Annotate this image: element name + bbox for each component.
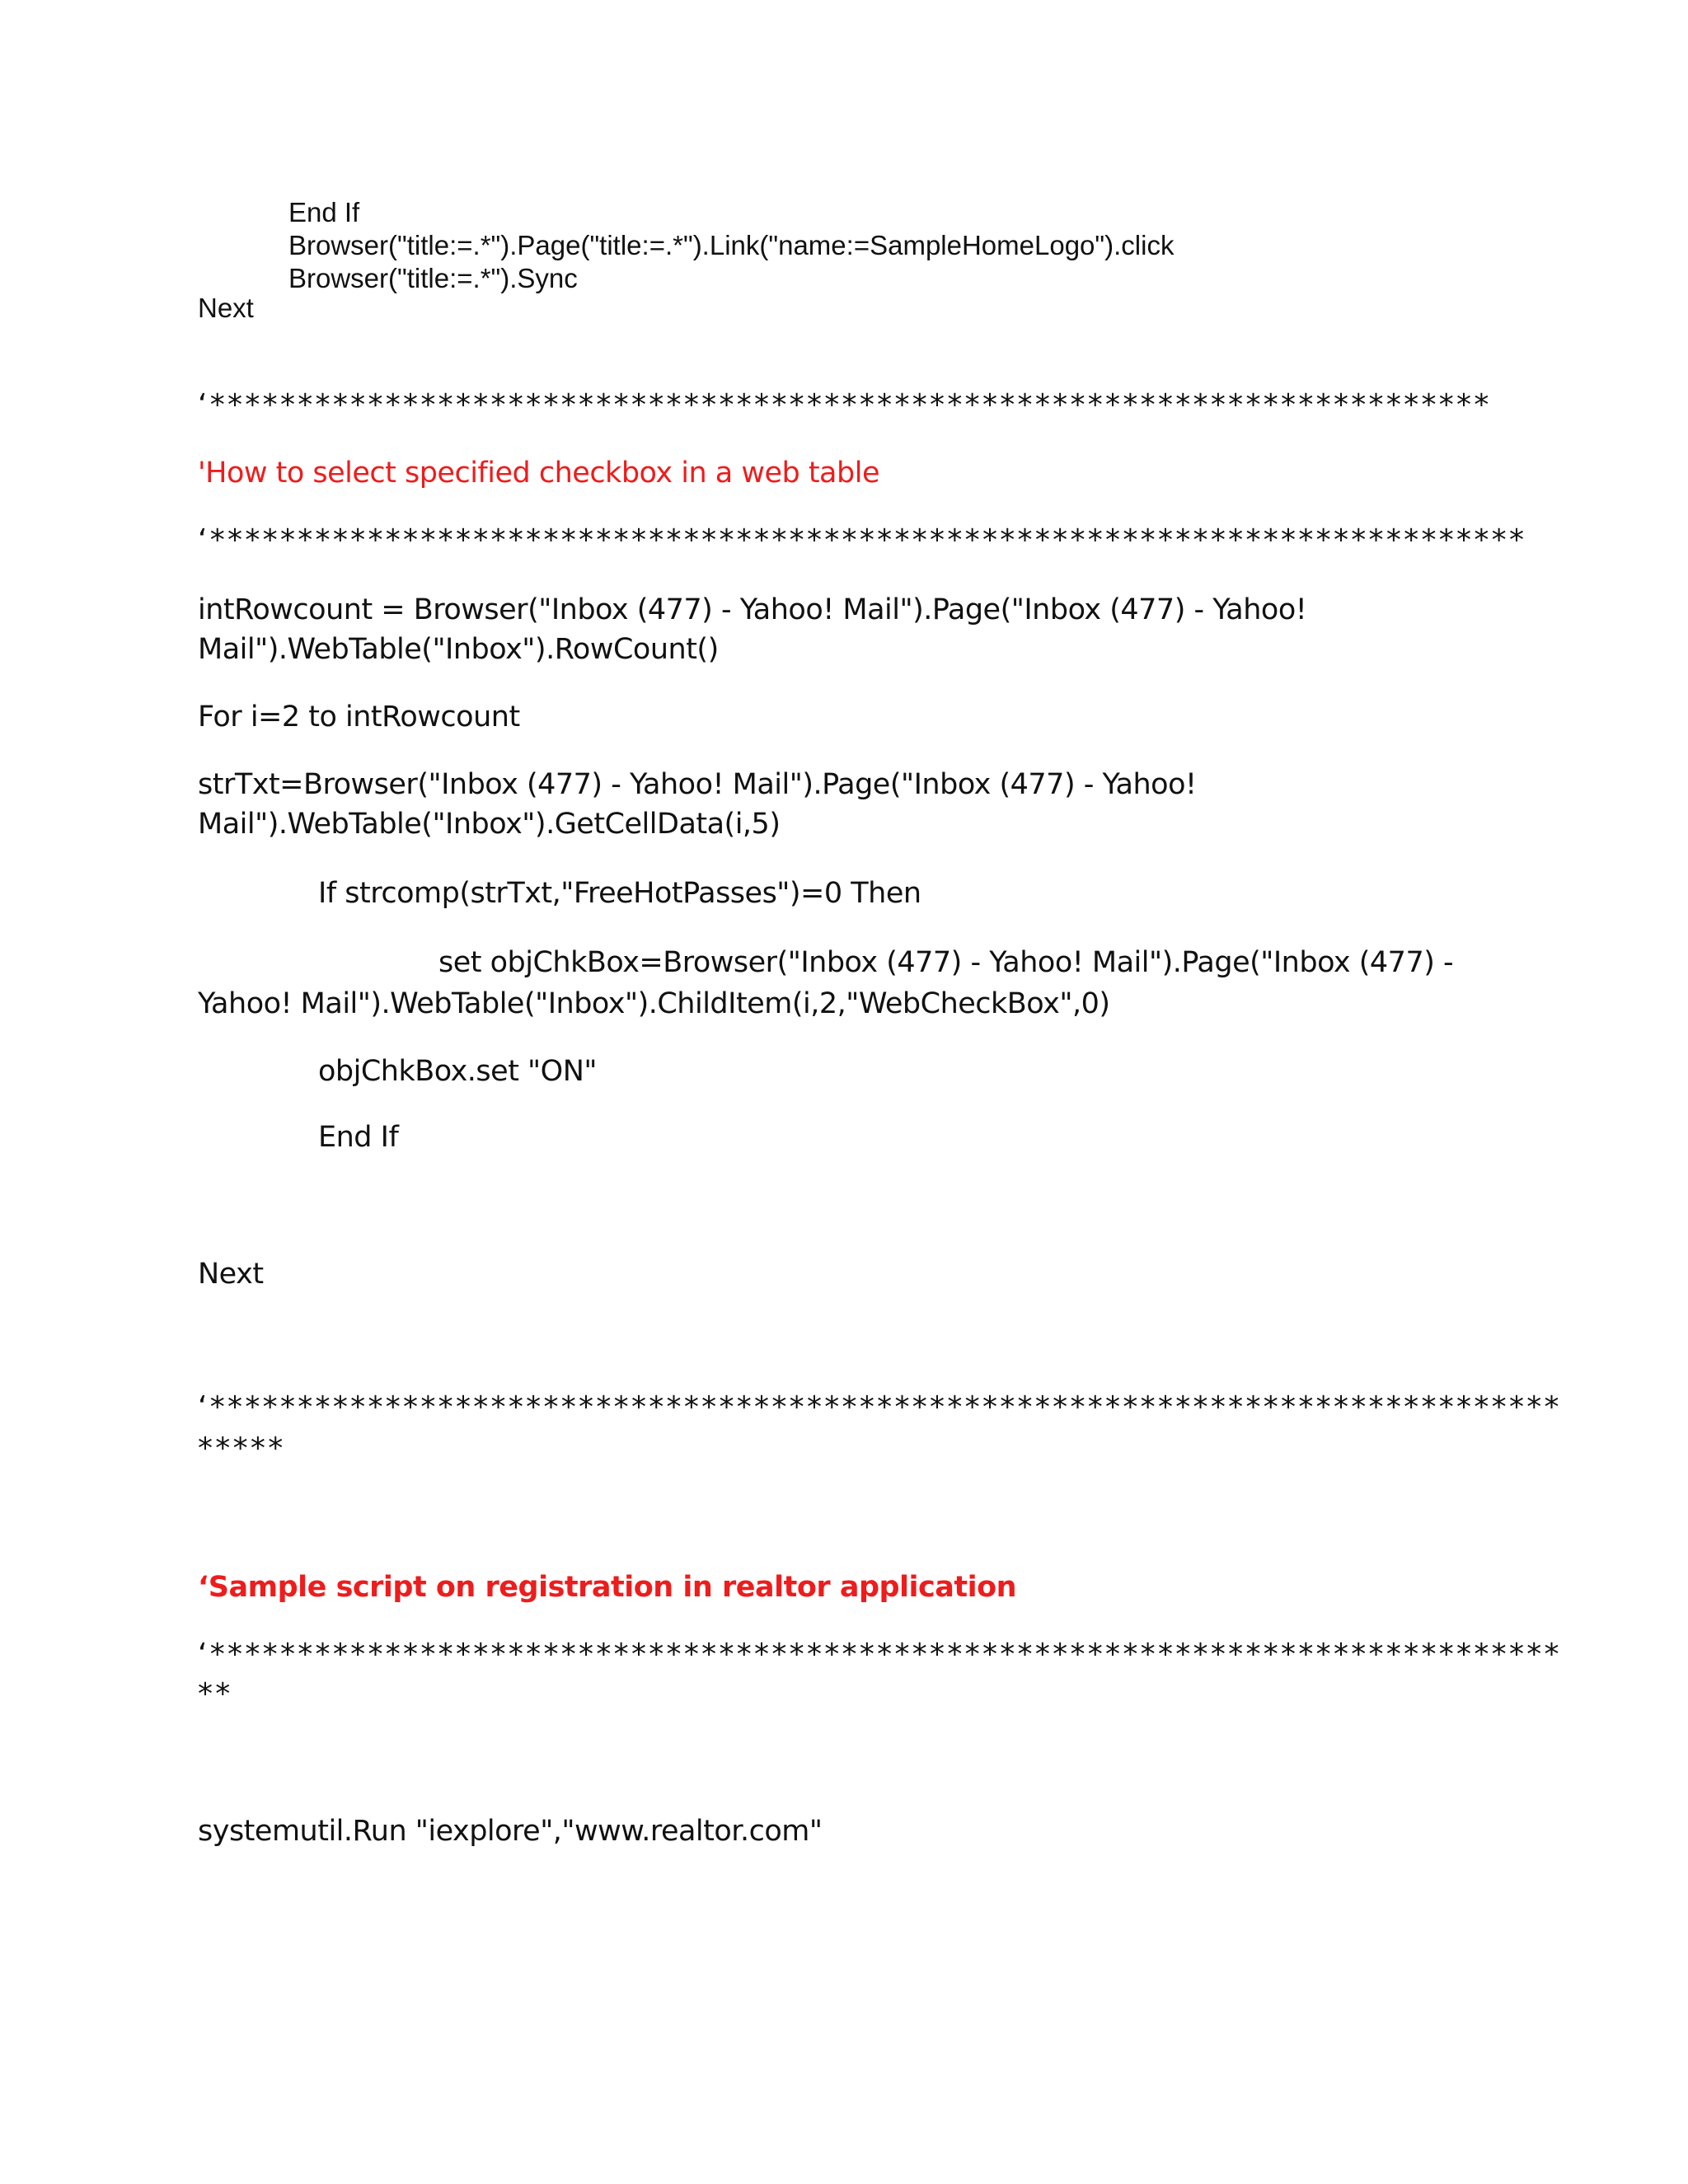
code-line-systemutil-run: systemutil.Run "iexplore","www.realtor.com"	[198, 1815, 823, 1848]
comment-separator: ‘***************************************************************************	[198, 523, 1527, 557]
code-line-rowcount-2: Mail").WebTable("Inbox").RowCount()	[198, 633, 719, 666]
code-line-endif: End If	[318, 1121, 399, 1154]
code-line-rowcount-1: intRowcount = Browser("Inbox (477) - Yahoo! Mail").Page("Inbox (477) - Yahoo!	[198, 593, 1307, 626]
code-line-end-if: End If	[288, 197, 360, 227]
comment-separator: **	[198, 1677, 233, 1711]
comment-separator: *****	[198, 1432, 286, 1465]
section-heading-realtor: ‘Sample script on registration in realtor application	[198, 1571, 1017, 1604]
code-line-sync: Browser("title:=.*").Sync	[288, 263, 578, 293]
code-line-set-2: Yahoo! Mail").WebTable("Inbox").ChildItem(i,2,"WebCheckBox",0)	[198, 987, 1110, 1020]
code-line-set-1: set objChkBox=Browser("Inbox (477) - Yahoo! Mail").Page("Inbox (477) -	[438, 946, 1454, 979]
code-line-next: Next	[198, 293, 254, 323]
code-line-strtxt-1: strTxt=Browser("Inbox (477) - Yahoo! Mail").Page("Inbox (477) - Yahoo!	[198, 768, 1197, 801]
code-line-if: If strcomp(strTxt,"FreeHotPasses")=0 Then	[318, 877, 921, 910]
comment-separator: ‘*****************************************************************************	[198, 1638, 1562, 1671]
comment-separator: ‘*****************************************************************************	[198, 1390, 1562, 1424]
code-line-link-click: Browser("title:=.*").Page("title:=.*").Link("name:=SampleHomeLogo").click	[288, 230, 1175, 260]
code-line-strtxt-2: Mail").WebTable("Inbox").GetCellData(i,5)	[198, 808, 781, 841]
section-heading-checkbox: 'How to select specified checkbox in a web table	[198, 457, 879, 490]
code-line-objset: objChkBox.set "ON"	[318, 1055, 597, 1088]
code-line-next: Next	[198, 1258, 264, 1291]
comment-separator: ‘*************************************************************************	[198, 388, 1492, 422]
code-line-for: For i=2 to intRowcount	[198, 701, 520, 733]
